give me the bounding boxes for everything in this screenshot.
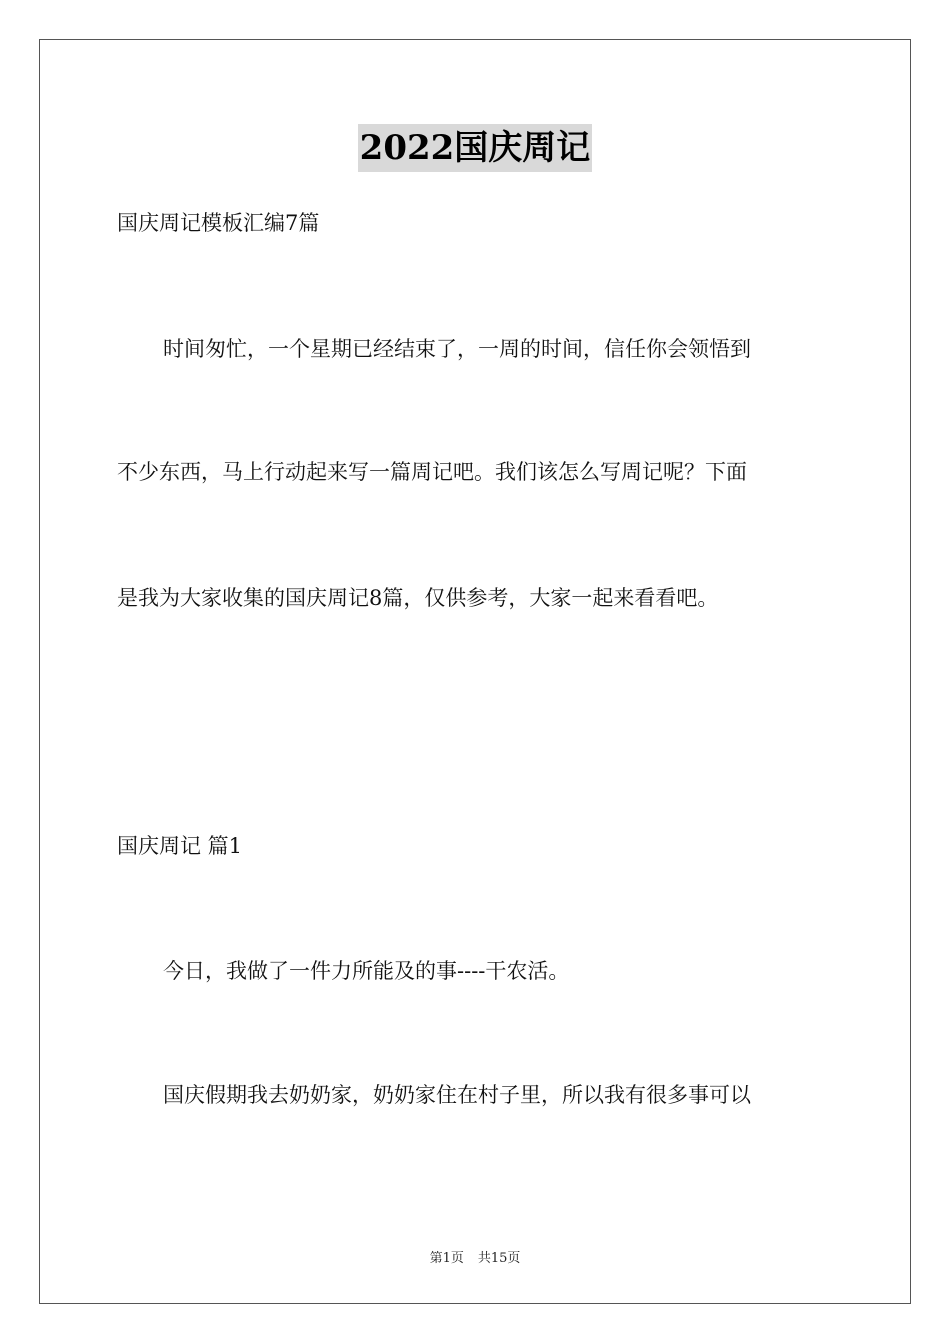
document-subtitle: 国庆周记模板汇编7篇 [117, 211, 320, 235]
paragraph-1: 今日，我做了一件力所能及的事----干农活。 [163, 959, 570, 983]
page-footer [0, 1247, 950, 1266]
title-container [0, 124, 950, 172]
intro-line-3: 是我为大家收集的国庆周记8篇，仅供参考，大家一起来看看吧。 [117, 586, 719, 610]
section-heading: 国庆周记 篇1 [117, 834, 243, 858]
intro-line-2: 不少东西，马上行动起来写一篇周记吧。我们该怎么写周记呢？下面 [117, 460, 747, 484]
paragraph-2-line-1: 国庆假期我去奶奶家，奶奶家住在村子里，所以我有很多事可以 [163, 1083, 751, 1107]
page-number: 第1页 [429, 1251, 464, 1266]
intro-line-1: 时间匆忙，一个星期已经结束了，一周的时间，信任你会领悟到 [163, 337, 751, 361]
document-title: 2022国庆周记 [358, 124, 593, 172]
total-pages: 共15页 [477, 1251, 521, 1266]
